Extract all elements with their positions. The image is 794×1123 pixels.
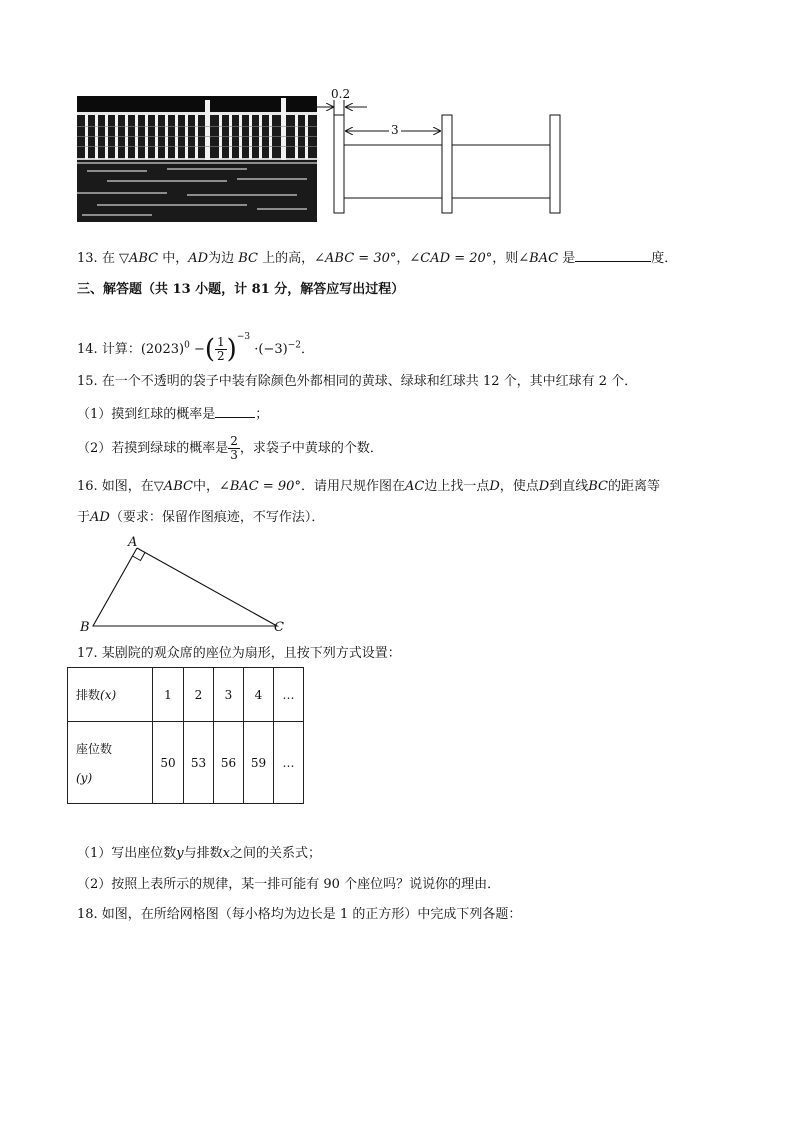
triangle-abc: ▽ABC [118,251,159,266]
question-16-line-2: 于AD（要求：保留作图痕迹，不写作法）． [77,510,325,525]
railing-photo [77,96,317,222]
angle-abc: ∠ABC = 30° [314,251,397,266]
angle-bac: ∠BAC [518,251,559,266]
answer-blank[interactable] [215,405,255,418]
table-cell: 53 [184,722,214,804]
vertex-label-c: C [274,620,284,635]
question-16-line-1: 16. 如图，在▽ABC中，∠BAC = 90°．请用尺规作图在AC边上找一点D，使点D到直线BC的距离等 [77,479,660,494]
table-cell: 59 [244,722,274,804]
question-17-part-2: （2）按照上表所示的规律，某一排可能有 90 个座位吗？说说你的理由． [77,877,501,892]
vertex-label-b: B [80,620,90,635]
angle-bac-90: ∠BAC = 90° [218,479,301,494]
triangle-outline [93,548,277,626]
header-rows: 排数(x) [68,668,153,722]
table-cell: 3 [214,668,244,722]
section-heading: 三、解答题（共 13 小题，计 81 分，解答应写出过程） [77,282,405,297]
question-17-stem: 17. 某剧院的观众席的座位为扇形，且按下列方式设置： [77,646,401,661]
table-cell: 2 [184,668,214,722]
question-17-part-1: （1）写出座位数y与排数x之间的关系式； [77,846,322,861]
fraction-two-thirds: $\frac{2}{3}$ [230,434,238,462]
question-14: 14. 计算：$(2023)^0$ −( $\frac{1}{2}$ )$^{-3} \cdot(-3)^{-2}$． [77,332,314,365]
table-cell: … [274,668,304,722]
table-cell: 56 [214,722,244,804]
seat-table [67,667,304,804]
dimension-label-small: 0.2 [331,87,351,101]
vertex-label-a: A [128,535,138,550]
angle-cad: ∠CAD = 20° [409,251,493,266]
answer-blank[interactable] [575,249,651,262]
q13-number: 13. [77,251,98,266]
table-row-seats [68,722,304,804]
dimension-label-gap: 3 [391,123,399,137]
table-row-rows [68,668,304,722]
table-cell: … [274,722,304,804]
triangle-figure [80,538,290,638]
header-seats: 座位数 (y) [68,722,153,804]
table-cell: 1 [153,668,184,722]
question-13: 13. 在 ▽ABC 中，AD为边 BC 上的高，∠ABC = 30°，∠CAD = 20°，则∠BAC 是 度． [77,251,678,266]
question-18-stem: 18. 如图，在所给网格图（每小格均为边长是 1 的正方形）中完成下列各题： [77,907,522,922]
question-15-part-2: （2）若摸到绿球的概率是 $\frac{2}{3}$ ，求袋子中黄球的个数． [77,434,383,462]
question-15-part-1: （1）摸到红球的概率是 ； [77,407,269,422]
table-cell: 4 [244,668,274,722]
fraction-one-half: $\frac{1}{2}$ [217,335,225,363]
table-cell: 50 [153,722,184,804]
question-15-stem: 15. 在一个不透明的袋子中装有除颜色外都相同的黄球、绿球和红球共 12 个，其中红球有 2 个． [77,374,638,389]
railing-schematic [305,86,570,218]
